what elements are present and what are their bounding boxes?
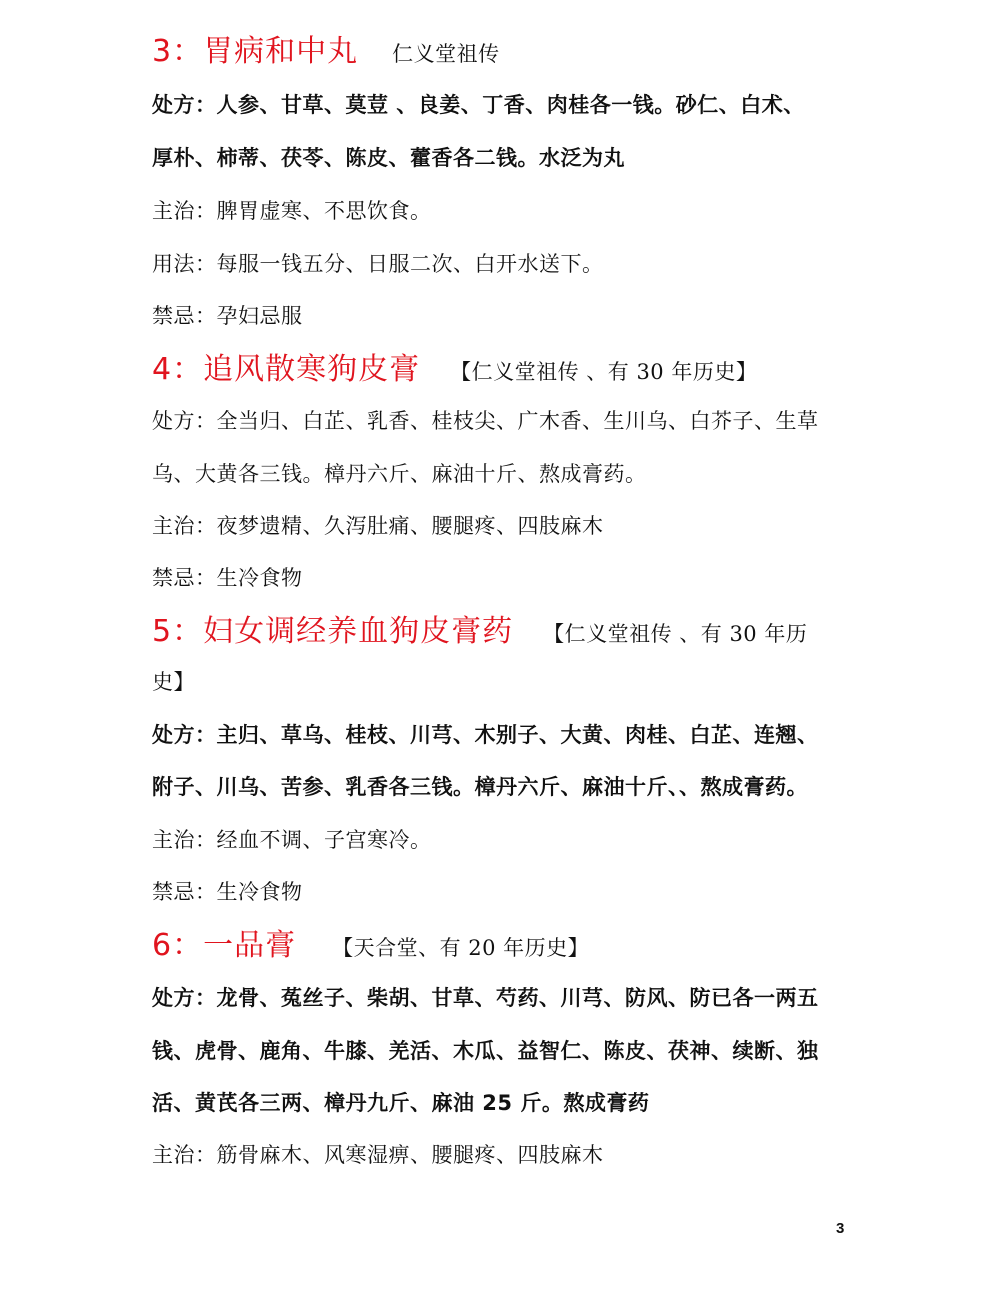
section-title: 胃病和中丸 [203, 34, 359, 69]
section-number: 4： [152, 352, 204, 387]
contraindication-line: 禁忌：生冷食物 [152, 880, 303, 904]
section-title: 一品膏 [203, 928, 297, 963]
section-heading [152, 926, 852, 970]
section-note: 【仁义堂祖传 、有 30 年历 [543, 622, 808, 646]
section-note: 【天合堂、有 20 年历史】 [332, 936, 590, 960]
prescription-line: 厚朴、柿蒂、茯苓、陈皮、藿香各二钱。水泛为丸 [152, 146, 625, 170]
prescription-line: 处方：主归、草乌、桂枝、川芎、木别子、大黄、肉桂、白芷、连翘、 [152, 723, 819, 747]
section-note: 【仁义堂祖传 、有 30 年历史】 [450, 360, 758, 384]
indication-line: 主治：脾胃虚寒、不思饮食。 [152, 199, 432, 223]
prescription-line: 活、黄芪各三两、樟丹九斤、麻油 25 斤。熬成膏药 [152, 1091, 650, 1115]
section-title: 妇女调经养血狗皮膏药 [203, 614, 514, 649]
prescription-line: 附子、川乌、苦参、乳香各三钱。樟丹六斤、麻油十斤、、熬成膏药。 [152, 775, 808, 799]
section-title: 追风散寒狗皮膏 [203, 352, 421, 387]
contraindication-line: 禁忌：孕妇忌服 [152, 304, 303, 328]
section-heading [152, 350, 852, 394]
section-number: 6： [152, 928, 204, 963]
prescription-line: 处方：人参、甘草、莫荳 、良姜、丁香、肉桂各一钱。砂仁、白术、 [152, 93, 805, 117]
indication-line: 主治：经血不调、子宫寒冷。 [152, 828, 432, 852]
prescription-line: 乌、大黄各三钱。樟丹六斤、麻油十斤、熬成膏药。 [152, 462, 647, 486]
prescription-line: 钱、虎骨、鹿角、牛膝、羌活、木瓜、益智仁、陈皮、茯神、续断、独 [152, 1039, 819, 1063]
page-number: 3 [836, 1220, 845, 1237]
indication-line: 主治：筋骨麻木、风寒湿痹、腰腿疼、四肢麻木 [152, 1143, 604, 1167]
prescription-line: 处方：龙骨、菟丝子、柴胡、甘草、芍药、川芎、防风、防已各一两五 [152, 986, 819, 1010]
section-note-continuation: 史】 [152, 670, 195, 694]
indication-line: 主治：夜梦遗精、久泻肚痛、腰腿疼、四肢麻木 [152, 514, 604, 538]
section-heading [152, 32, 852, 76]
usage-line: 用法：每服一钱五分、日服二次、白开水送下。 [152, 252, 604, 276]
section-note: 仁义堂祖传 [392, 42, 500, 66]
prescription-line: 处方：全当归、白芷、乳香、桂枝尖、广木香、生川乌、白芥子、生草 [152, 409, 819, 433]
section-number: 5： [152, 614, 204, 649]
section-heading [152, 612, 852, 656]
contraindication-line: 禁忌：生冷食物 [152, 566, 303, 590]
section-number: 3： [152, 34, 204, 69]
